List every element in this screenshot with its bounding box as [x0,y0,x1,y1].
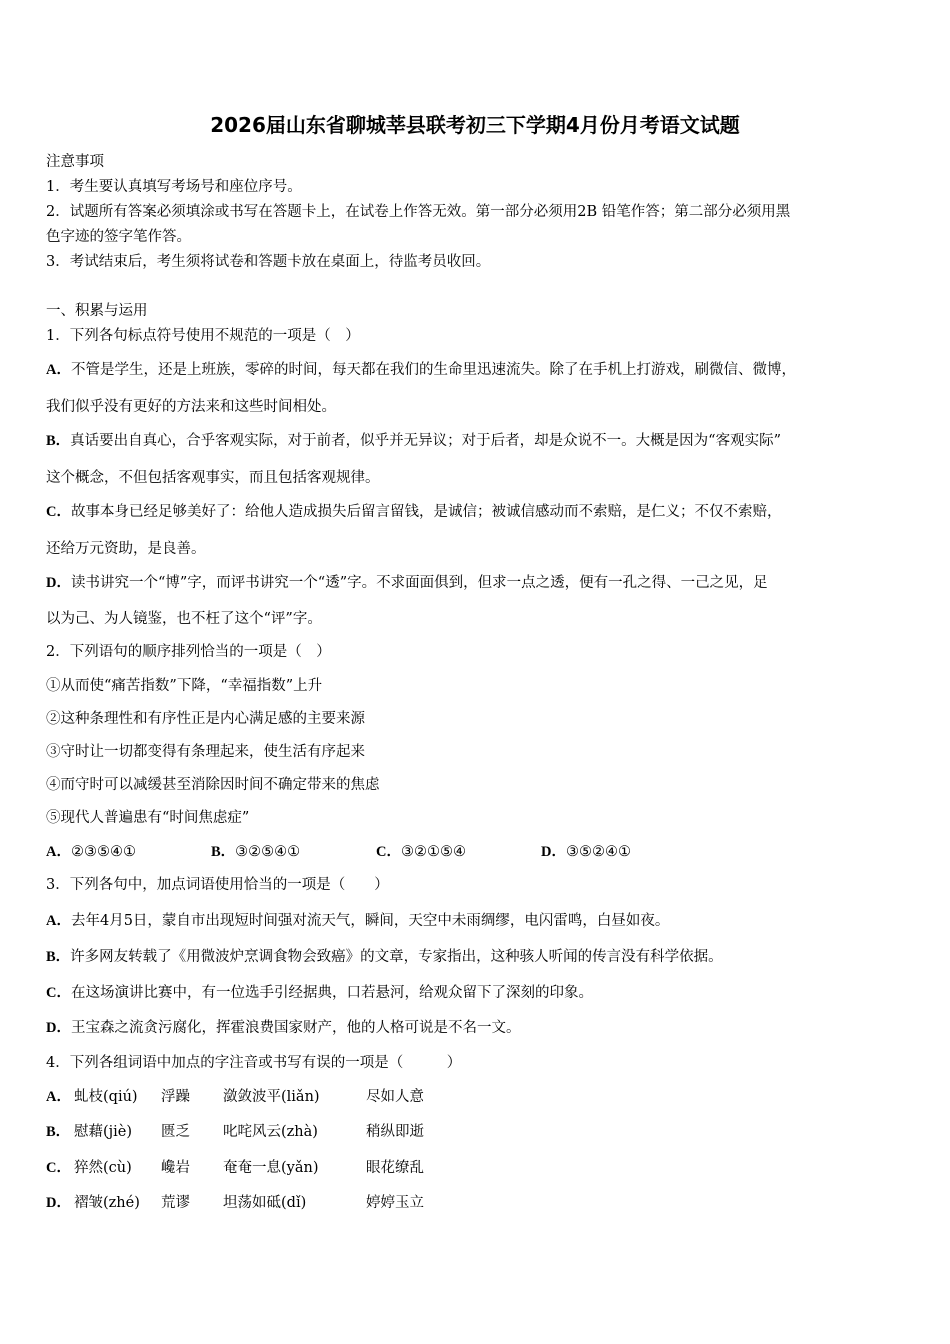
word-1: 虬枝(qiú) [74,1089,138,1105]
section-heading: 一、积累与运用 [46,303,148,319]
q1-option-b-cont: 这个概念，不但包括客观事实，而且包括客观规律。 [46,470,380,486]
q3-option-a [46,909,910,933]
q1-option-c-cont: 还给万元资助，是良善。 [46,541,206,557]
option-letter: B． [46,433,71,449]
notice-item: 色字迹的签字笔作答。 [46,229,191,245]
option-text: 去年4月5日，蒙自市出现短时间强对流天气，瞬间，天空中未雨绸缪，电闪雷鸣，白昼如夜。 [70,913,670,929]
q2-option-b [211,840,376,864]
option-text: ③②①⑤④ [400,844,466,860]
option-letter: B． [46,949,71,965]
question-4-stem: 4．下列各组词语中加点的字注音或书写有误的一项是（ ） [46,1055,462,1071]
question-3-stem: 3．下列各句中，加点词语使用恰当的一项是（ ） [46,877,389,893]
q1-option-c [46,500,910,524]
option-letter: D． [46,1020,71,1036]
word-1: 猝然(cù) [74,1160,132,1176]
question-2-stem: 2．下列语句的顺序排列恰当的一项是（ ） [46,644,331,660]
word-3: 潋敛波平(liǎn) [223,1089,320,1105]
word-2: 巉岩 [161,1160,190,1176]
option-text: 王宝森之流贪污腐化，挥霍浪费国家财产，他的人格可说是不名一文。 [70,1020,521,1036]
word-3: 奄奄一息(yǎn) [223,1160,319,1176]
word-1: 褶皱(zhé) [74,1195,140,1211]
word-2: 荒谬 [161,1195,190,1211]
option-letter: A． [46,362,71,378]
q1-option-a [46,358,910,382]
q2-option-a [46,840,211,864]
option-letter: A． [46,844,71,860]
word-2: 匮乏 [161,1124,190,1140]
option-letter: B． [211,844,236,860]
option-letter: D． [46,1195,71,1211]
page-title: 2026届山东省聊城莘县联考初三下学期4月份月考语文试题 [210,113,740,137]
question-1-stem: 1．下列各句标点符号使用不规范的一项是（ ） [46,328,360,344]
q1-option-a-cont: 我们似乎没有更好的方法来和这些时间相处。 [46,399,336,415]
notice-item: 1．考生要认真填写考场号和座位序号。 [46,179,302,195]
q2-options [46,840,910,864]
option-text: 故事本身已经足够美好了：给他人造成损失后留言留钱，是诚信；被诚信感动而不索赔，是仁义；不仅不索赔， [70,504,782,520]
q4-option-c [46,1156,910,1180]
word-1: 慰藉(jiè) [74,1124,133,1140]
notice-heading: 注意事项 [46,154,104,170]
q3-option-c [46,981,910,1005]
option-text: 读书讲究一个“博”字，而评书讲究一个“透”字。不求面面俱到，但求一点之透，便有一孔之得、一己之见，足 [70,575,768,591]
option-letter: D． [46,575,71,591]
option-letter: C． [46,504,71,520]
q3-option-d [46,1016,910,1040]
q1-option-d-cont: 以为己、为人镜鉴，也不枉了这个“评”字。 [46,611,322,627]
q2-sentence: ③守时让一切都变得有条理起来，使生活有序起来 [46,744,365,760]
option-text: 在这场演讲比赛中，有一位选手引经据典，口若悬河，给观众留下了深刻的印象。 [70,985,593,1001]
option-text: ③⑤②④① [565,844,631,860]
q2-sentence: ④而守时可以减缓甚至消除因时间不确定带来的焦虑 [46,777,380,793]
word-4: 稍纵即逝 [366,1124,424,1140]
q2-sentence: ②这种条理性和有序性正是内心满足感的主要来源 [46,711,365,727]
option-letter: B． [46,1124,71,1140]
notice-item: 3．考试结束后，考生须将试卷和答题卡放在桌面上，待监考员收回。 [46,254,491,270]
q2-sentence: ⑤现代人普遍患有“时间焦虑症” [46,810,250,826]
q3-option-b [46,945,910,969]
word-2: 浮躁 [161,1089,190,1105]
word-4: 婷婷玉立 [366,1195,424,1211]
option-letter: C． [46,985,71,1001]
option-letter: A． [46,1089,71,1105]
notice-item: 2．试题所有答案必须填涂或书写在答题卡上，在试卷上作答无效。第一部分必须用2B 铅笔作答；第二部分必须用黑 [46,204,791,220]
option-letter: C． [46,1160,71,1176]
word-4: 眼花缭乱 [366,1160,424,1176]
q2-option-d [541,840,706,864]
option-text: 真话要出自真心，合乎客观实际，对于前者，似乎并无异议；对于后者，却是众说不一。大概是因为“客观实际” [70,433,781,449]
q2-sentence: ①从而使“痛苦指数”下降，“幸福指数”上升 [46,678,323,694]
word-3: 坦荡如砥(dǐ) [223,1195,307,1211]
q2-option-c [376,840,541,864]
option-letter: C． [376,844,401,860]
option-letter: D． [541,844,566,860]
q4-option-d [46,1191,910,1215]
option-text: ③②⑤④① [235,844,301,860]
q4-option-b [46,1120,910,1144]
option-text: ②③⑤④① [70,844,136,860]
option-letter: A． [46,913,71,929]
q4-option-a [46,1085,910,1109]
q1-option-d [46,571,910,595]
q1-option-b [46,429,910,453]
word-4: 尽如人意 [366,1089,424,1105]
option-text: 许多网友转载了《用微波炉烹调食物会致癌》的文章，专家指出，这种骇人听闻的传言没有科学依据。 [70,949,723,965]
option-text: 不管是学生，还是上班族，零碎的时间，每天都在我们的生命里迅速流失。除了在手机上打游戏，刷微信、微博， [70,362,796,378]
word-3: 叱咤风云(zhà) [223,1124,318,1140]
